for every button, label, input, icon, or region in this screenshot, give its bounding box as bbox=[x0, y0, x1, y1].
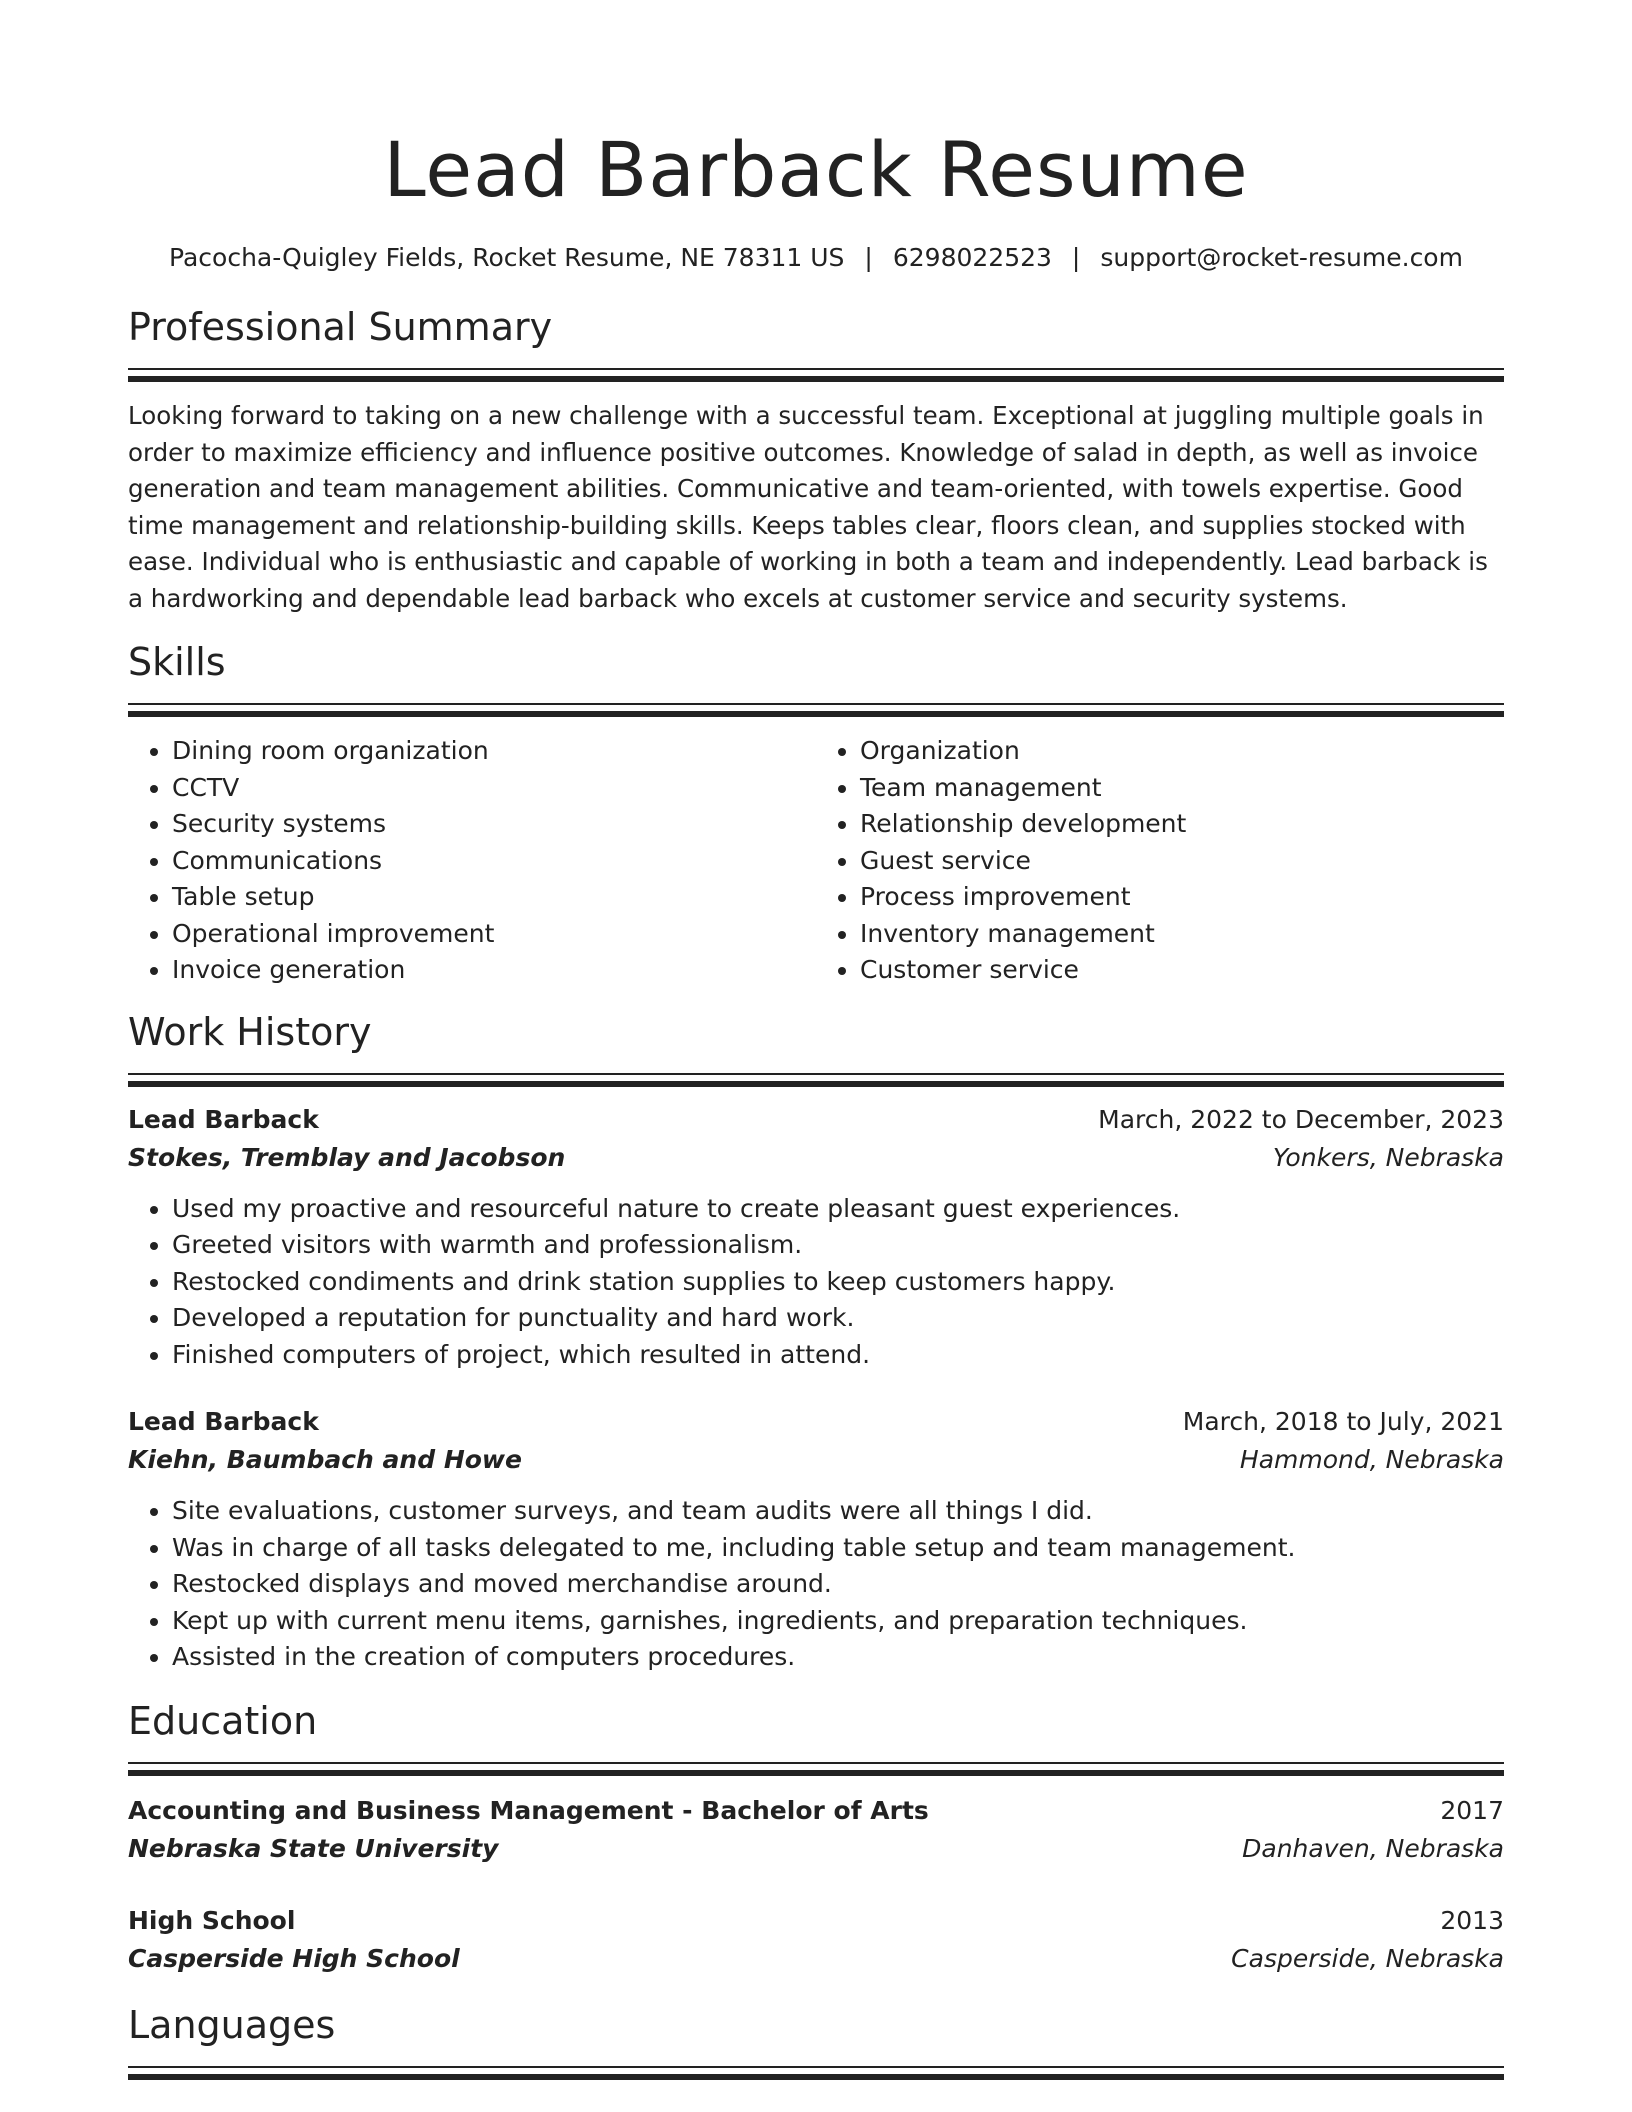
contact-separator: | bbox=[1071, 243, 1081, 272]
education-year: 2013 bbox=[1440, 1905, 1504, 1935]
job-dates: March, 2022 to December, 2023 bbox=[1098, 1104, 1504, 1134]
section-heading-languages: Languages bbox=[128, 2002, 336, 2047]
skill-item: • Communications bbox=[172, 843, 816, 880]
skill-item: • Inventory management bbox=[860, 916, 1504, 953]
skill-item: • Organization bbox=[860, 733, 1504, 770]
job-title: Lead Barback bbox=[128, 1407, 319, 1436]
skill-item: • Relationship development bbox=[860, 806, 1504, 843]
skill-item: • Table setup bbox=[172, 879, 816, 916]
job-bullet: • Developed a reputation for punctuality and hard work. bbox=[172, 1300, 1504, 1337]
job-entry bbox=[128, 1101, 1504, 1374]
section-heading-work: Work History bbox=[128, 1009, 372, 1054]
resume-title: Lead Barback Resume bbox=[383, 125, 1249, 214]
skills-columns bbox=[128, 733, 1504, 989]
skill-item: • Security systems bbox=[172, 806, 816, 843]
skill-item: • Invoice generation bbox=[172, 952, 816, 989]
section-heading-summary: Professional Summary bbox=[128, 305, 553, 349]
skill-item: • Guest service bbox=[860, 843, 1504, 880]
section-heading-education: Education bbox=[128, 1698, 318, 1743]
job-bullet: • Finished computers of project, which resulted in attend. bbox=[172, 1337, 1504, 1374]
section-divider bbox=[128, 1762, 1504, 1776]
skill-item: • Dining room organization bbox=[172, 733, 816, 770]
section-divider bbox=[128, 1073, 1504, 1087]
job-bullet: • Was in charge of all tasks delegated to me, including table setup and team management. bbox=[172, 1530, 1504, 1567]
job-bullets bbox=[128, 1191, 1504, 1374]
summary-section bbox=[128, 304, 1504, 617]
skills-section bbox=[128, 639, 1504, 989]
job-entry bbox=[128, 1403, 1504, 1676]
skill-item: • Operational improvement bbox=[172, 916, 816, 953]
languages-section bbox=[128, 2002, 1504, 2080]
summary-text: Looking forward to taking on a new challenge with a successful team. Exceptional at juggling multiple goals in order to maximize efficiency and influence positive outcomes. Knowledge of salad in depth, as well as invoice generation and team management abilities. Communicative and team-oriented, with towels expertise. Good time management and relationship-building skills. Keeps tables clear, floors clean, and supplies stocked with ease. Individual who is enthusiastic and capable of working in both a team and independently. Lead barback is a hardworking and dependable lead barback who excels at customer service and security systems. bbox=[128, 401, 1488, 613]
job-location: Hammond, Nebraska bbox=[1239, 1445, 1504, 1474]
work-history-section bbox=[128, 1009, 1504, 1676]
education-entry bbox=[128, 1792, 1504, 1868]
job-company: Stokes, Tremblay and Jacobson bbox=[128, 1142, 566, 1172]
job-dates: March, 2018 to July, 2021 bbox=[1182, 1407, 1504, 1436]
education-degree: Accounting and Business Management - Bachelor of Arts bbox=[128, 1795, 929, 1825]
education-section bbox=[128, 1698, 1504, 1978]
job-bullet: • Restocked condiments and drink station supplies to keep customers happy. bbox=[172, 1264, 1504, 1301]
education-location: Casperside, Nebraska bbox=[1231, 1943, 1504, 1973]
job-title: Lead Barback bbox=[128, 1104, 319, 1134]
job-company: Kiehn, Baumbach and Howe bbox=[128, 1445, 522, 1474]
contact-line bbox=[128, 242, 1504, 274]
education-school: Nebraska State University bbox=[128, 1833, 499, 1863]
section-heading-skills: Skills bbox=[128, 640, 226, 684]
skill-item: • Process improvement bbox=[860, 879, 1504, 916]
job-bullet: • Assisted in the creation of computers procedures. bbox=[172, 1639, 1504, 1676]
education-school: Casperside High School bbox=[128, 1943, 460, 1973]
contact-phone: 6298022523 bbox=[892, 243, 1052, 272]
contact-address: Pacocha-Quigley Fields, Rocket Resume, NE 78311 US bbox=[169, 243, 845, 272]
job-bullet: • Kept up with current menu items, garnishes, ingredients, and preparation techniques. bbox=[172, 1603, 1504, 1640]
resume-content bbox=[128, 0, 1504, 2080]
skills-list-right bbox=[816, 733, 1504, 989]
section-divider bbox=[128, 703, 1504, 717]
skill-item: • Customer service bbox=[860, 952, 1504, 989]
skill-item: • CCTV bbox=[172, 770, 816, 807]
job-bullet: • Used my proactive and resourceful nature to create pleasant guest experiences. bbox=[172, 1191, 1504, 1228]
education-location: Danhaven, Nebraska bbox=[1242, 1833, 1504, 1863]
job-bullet: • Restocked displays and moved merchandise around. bbox=[172, 1566, 1504, 1603]
job-bullets bbox=[128, 1493, 1504, 1676]
education-degree: High School bbox=[128, 1905, 296, 1935]
job-bullet: • Site evaluations, customer surveys, and team audits were all things I did. bbox=[172, 1493, 1504, 1530]
education-year: 2017 bbox=[1440, 1795, 1504, 1825]
section-divider bbox=[128, 2066, 1504, 2080]
section-divider bbox=[128, 368, 1504, 382]
skills-list-left bbox=[128, 733, 816, 989]
job-location: Yonkers, Nebraska bbox=[1272, 1142, 1504, 1172]
job-bullet: • Greeted visitors with warmth and professionalism. bbox=[172, 1227, 1504, 1264]
contact-separator: | bbox=[864, 243, 873, 272]
contact-email[interactable]: support@rocket-resume.com bbox=[1100, 243, 1463, 272]
skill-item: • Team management bbox=[860, 770, 1504, 807]
education-entry bbox=[128, 1902, 1504, 1978]
